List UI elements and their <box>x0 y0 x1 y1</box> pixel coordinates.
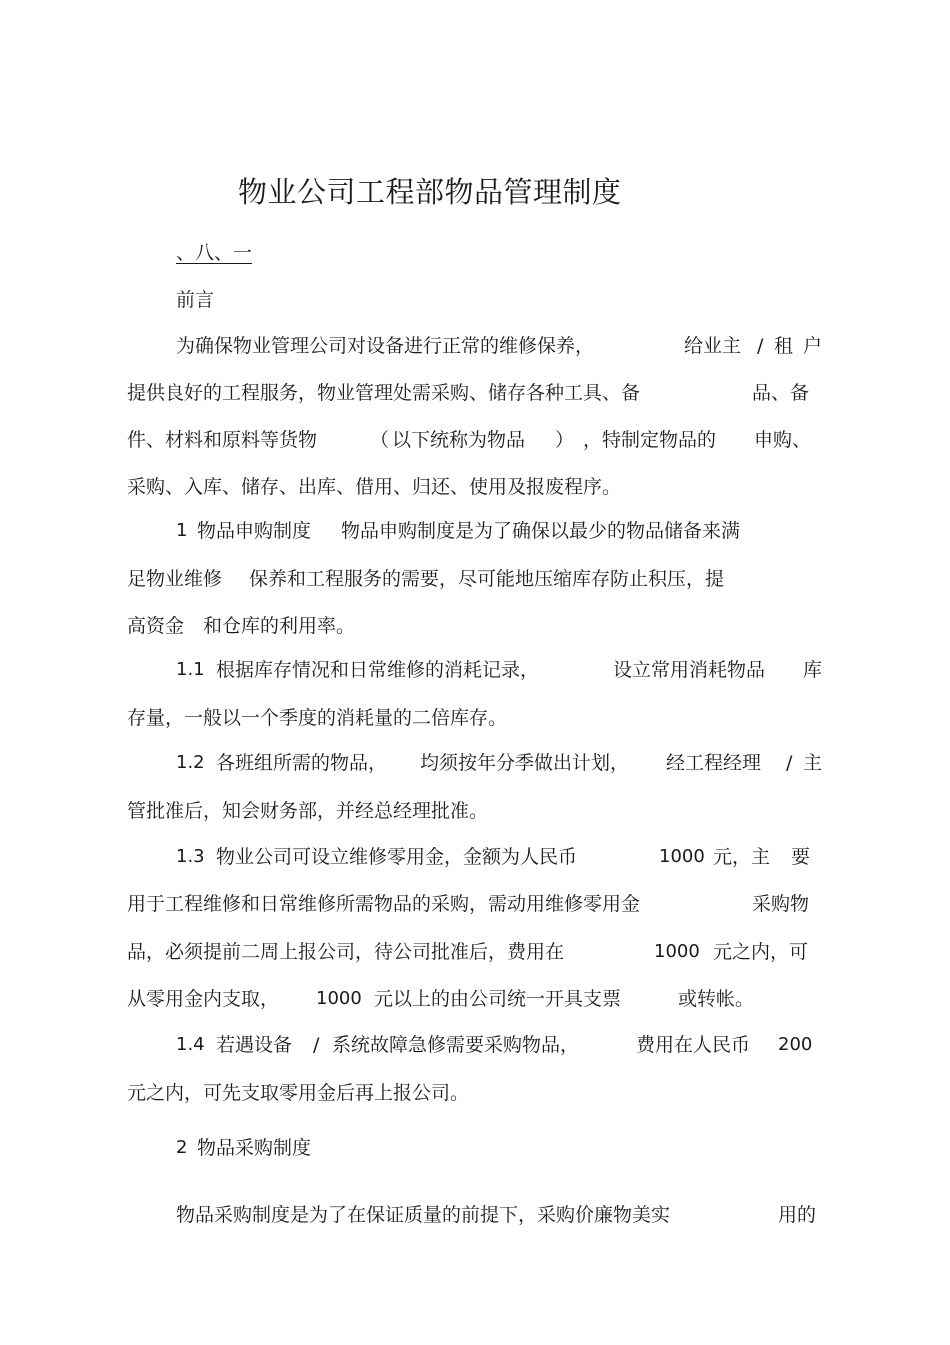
document-title: 物业公司工程部物品管理制度 <box>238 175 622 209</box>
document-page: 物业公司工程部物品管理制度 、八、一 前言 为确保物业管理公司对设备进行正常的维修保养， 给业主 / 租 户 提供良好的工程服务，物业管理处需采购、储存各种工具、备 品、备 件、材料和原料等货物 （ 以下统称为物品 ） ，特制定物品的 申购、 采购、入库、储存、出库、借用、归还、使用及报废程序。 1 物品申购制度 物品申购制度是为了确保以最少的物品储备来满 足物业维修 保养和工程服务的需要，尽可能地压缩库存防止积压，提 高资金 和仓库的利用率。 1.1 根据库存情况和日常维修的消耗记录， 设立常用消耗物品 库 存量，一般以一个季度的消耗量的二倍库存。 1.2 各班组所需的物品， 均须按年分季做出计划， 经工程经理 / 主 管批准后，知会财务部，并经总经理批准。 1.3 物业公司可设立维修零用金，金额为人民币 1000 元，主 要 用于工程维修和日常维修所需物品的采购，需动用维修零用金 采购物 品，必须提前二周上报公司，待公司批准后，费用在 1000 元之内，可 从零用金内支取， 1000 元以上的由公司统一开具支票 或转帐。 1.4 若遇设备 / 系统故障急修需要采购物品， 费用在人民币 200 元之内，可先支取零用金后再上报公司。 2 物品采购制度 物品采购制度是为了在保证质量的前提下，采购价廉物美实 用的 <box>0 0 950 1345</box>
section-marker: 、八、一 <box>176 242 253 264</box>
preface-heading: 前言 <box>176 289 215 311</box>
